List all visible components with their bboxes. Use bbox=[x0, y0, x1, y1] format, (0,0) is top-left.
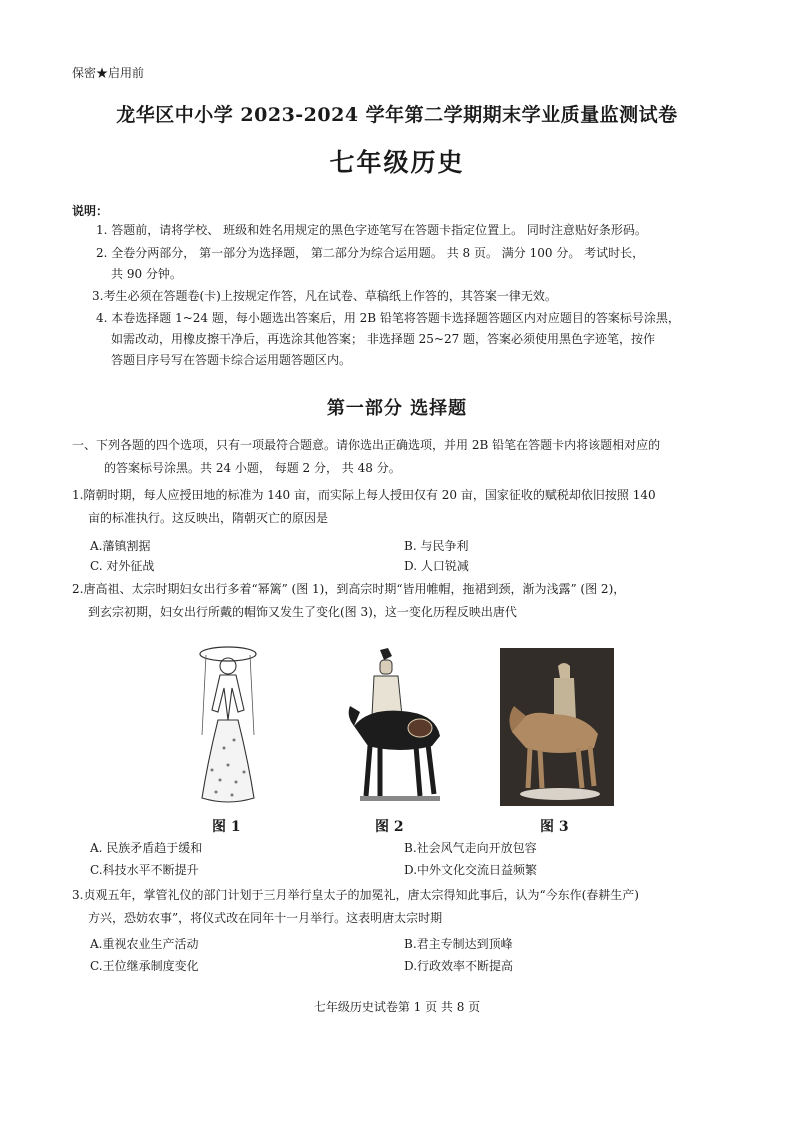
figure-2-rider-figurine bbox=[340, 646, 450, 806]
instruction-item bbox=[96, 308, 726, 371]
page-footer: 七年级历史试卷第 1 页 共 8 页 bbox=[313, 1000, 481, 1014]
instruction-line: 3.考生必须在答题卷(卡)上按规定作答，凡在试卷、草稿纸上作答的，其答案一律无效。 bbox=[92, 289, 557, 303]
section-directions bbox=[72, 434, 732, 480]
figure-1-veiled-woman bbox=[188, 640, 268, 810]
q1-option-a: A.藩镇割据 bbox=[90, 539, 151, 553]
q2-option-a: A. 民族矛盾趋于缓和 bbox=[90, 841, 203, 855]
instruction-line: 如需改动，用橡皮擦干净后，再选涂其他答案； 非选择题 25~27 题，答案必须使用黑色字迹笔，按作 bbox=[111, 332, 656, 346]
section-title: 第一部分 选择题 bbox=[326, 398, 468, 419]
instruction-item bbox=[92, 286, 722, 307]
figure-3-label: 图 3 bbox=[540, 819, 569, 835]
q3-option-c: C.王位继承制度变化 bbox=[90, 959, 199, 973]
question-line: 亩的标准执行。这反映出，隋朝灭亡的原因是 bbox=[88, 511, 329, 525]
question-line: 2.唐高祖、太宗时期妇女出行多着“幂篱” (图 1)，到高宗时期“皆用帷帽，拖裙到颈，渐为浅露” (图 2)， bbox=[72, 582, 626, 596]
q2-option-b: B.社会风气走向开放包容 bbox=[404, 841, 537, 855]
subject-title: 七年级历史 bbox=[329, 148, 465, 177]
question-line: 1.隋朝时期，每人应授田地的标准为 140 亩，而实际上每人授田仅有 20 亩，国家征收的赋税却依旧按照 140 bbox=[72, 488, 656, 502]
instruction-item bbox=[96, 220, 726, 241]
instructions-label: 说明： bbox=[72, 204, 109, 218]
question-line: 方兴，恐妨农事”，将仪式改在同年十一月举行。这表明唐太宗时期 bbox=[88, 911, 443, 925]
figure-2-label: 图 2 bbox=[375, 819, 404, 835]
directions-line: 一、下列各题的四个选项，只有一项最符合题意。请你选出正确选项，并用 2B 铅笔在答题卡内将该题相对应的 bbox=[72, 438, 661, 452]
instruction-line: 1. 答题前，请将学校、 班级和姓名用规定的黑色字迹笔写在答题卡指定位置上。 同时注意贴好条形码。 bbox=[96, 223, 647, 237]
confidential-mark: 保密★启用前 bbox=[72, 66, 145, 80]
question-line: 到玄宗初期，妇女出行所戴的帽饰又发生了变化(图 3)，这一变化历程反映出唐代 bbox=[88, 605, 517, 619]
instruction-line: 共 90 分钟。 bbox=[111, 267, 182, 281]
q3-option-a: A.重视农业生产活动 bbox=[90, 937, 199, 951]
q1-option-d: D. 人口锐减 bbox=[404, 559, 469, 573]
q3-option-d: D.行政效率不断提高 bbox=[404, 959, 514, 973]
q2-option-d: D.中外文化交流日益频繁 bbox=[404, 863, 538, 877]
exam-title: 龙华区中小学 2023-2024 学年第二学期期末学业质量监测试卷 bbox=[116, 104, 678, 126]
q1-option-c: C. 对外征战 bbox=[90, 559, 155, 573]
q1-option-b: B. 与民争利 bbox=[404, 539, 469, 553]
instruction-line: 答题目序号写在答题卡综合运用题答题区内。 bbox=[111, 353, 352, 367]
q3-option-b: B.君主专制达到顶峰 bbox=[404, 937, 513, 951]
question-3-stem bbox=[72, 884, 732, 930]
figure-1-label: 图 1 bbox=[212, 819, 241, 835]
question-line: 3.贞观五年，掌管礼仪的部门计划于三月举行皇太子的加冕礼，唐太宗得知此事后，认为“今东作(春耕生产) bbox=[72, 888, 639, 902]
directions-line: 的答案标号涂黑。共 24 小题， 每题 2 分， 共 48 分。 bbox=[104, 461, 401, 475]
instruction-line: 4. 本卷选择题 1~24 题，每小题选出答案后，用 2B 铅笔将答题卡选择题答题区内对应题目的答案标号涂黑， bbox=[96, 311, 680, 325]
question-2-stem bbox=[72, 578, 732, 624]
question-1-stem bbox=[72, 484, 732, 530]
instruction-line: 2. 全卷分两部分， 第一部分为选择题， 第二部分为综合运用题。 共 8 页。 满分 100 分。 考试时长， bbox=[96, 246, 645, 260]
q2-option-c: C.科技水平不断提升 bbox=[90, 863, 199, 877]
figure-3-horse-photo bbox=[500, 648, 614, 806]
instruction-item bbox=[96, 243, 726, 285]
